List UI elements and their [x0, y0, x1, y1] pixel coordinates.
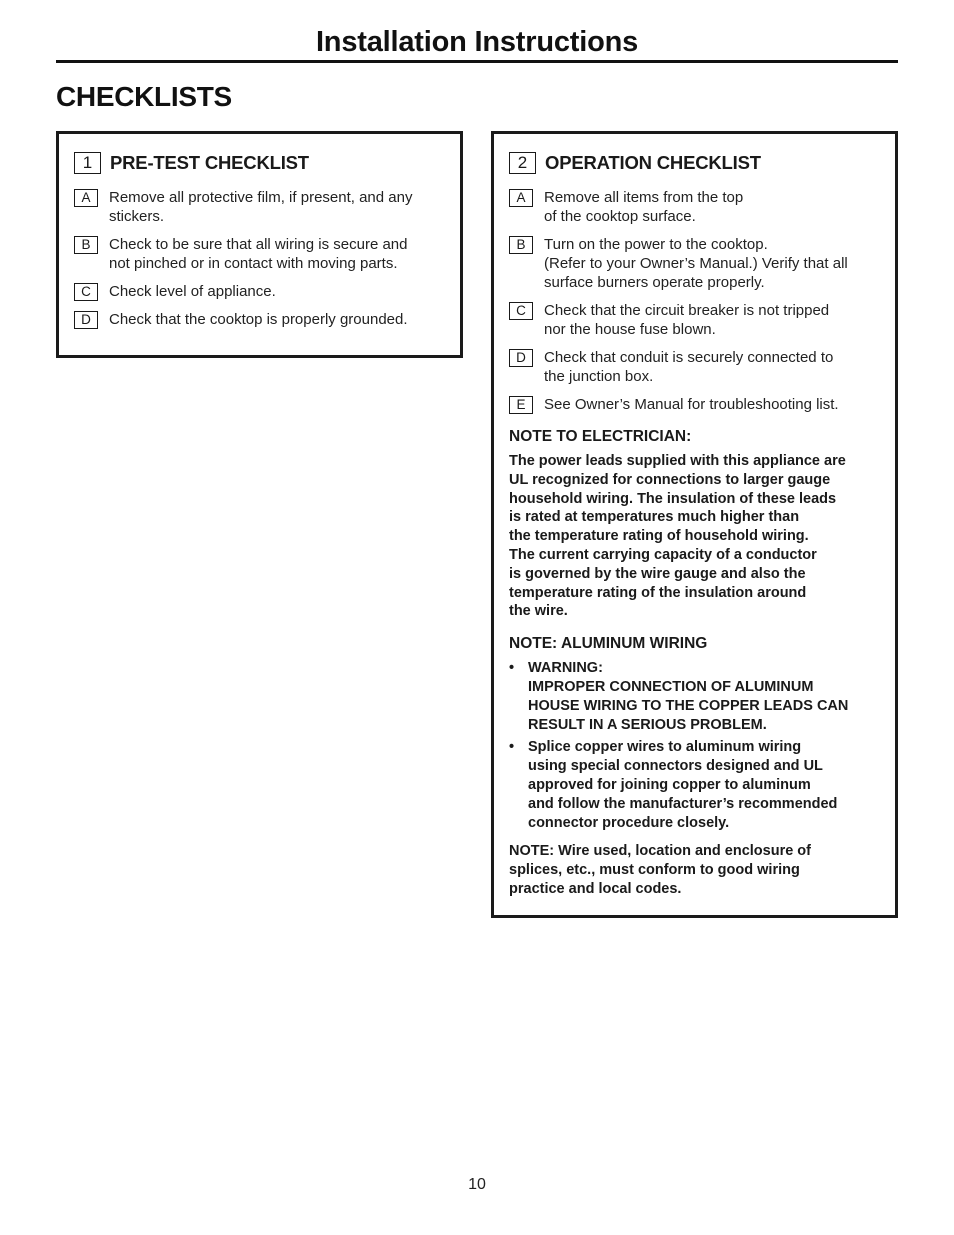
item-letter-badge: B: [74, 236, 98, 254]
checklist-item: [74, 282, 444, 301]
page-number: 10: [468, 1176, 486, 1193]
step-number-badge: 1: [74, 152, 101, 174]
checklist-item: [509, 348, 879, 386]
bullet-item: [509, 738, 879, 832]
header-rule: [56, 60, 898, 63]
operation-checklist-panel: [491, 131, 898, 918]
item-letter-badge: C: [74, 283, 98, 301]
checklist-item: [509, 188, 879, 226]
item-letter-badge: B: [509, 236, 533, 254]
aluminum-wiring-heading: NOTE: ALUMINUM WIRING: [509, 635, 708, 653]
item-letter-badge: A: [509, 189, 533, 207]
section-title: CHECKLISTS: [56, 81, 232, 112]
bullet-item: [509, 659, 879, 734]
aluminum-wiring-bullets: [509, 659, 879, 832]
item-text: Check that conduit is securely connected to the junction box.: [544, 349, 834, 385]
item-text: Check that the cooktop is properly grounded.: [109, 311, 408, 328]
bullet-icon: •: [509, 739, 515, 756]
pretest-checklist-panel: [56, 131, 463, 358]
bullet-icon: •: [509, 660, 515, 677]
item-text: Remove all protective film, if present, and any stickers.: [109, 189, 413, 225]
bullet-text: Splice copper wires to aluminum wiring using special connectors designed and UL approved for joining copper to aluminum and follow the manufacturer’s recommended connector procedure closely.: [528, 739, 838, 831]
checklist-item: [509, 235, 879, 292]
item-letter-badge: A: [74, 189, 98, 207]
checklist-item: [74, 188, 444, 226]
item-text: Check level of appliance.: [109, 283, 276, 300]
item-text: Check to be sure that all wiring is secure and not pinched or in contact with moving parts.: [109, 236, 408, 272]
electrician-note-body: The power leads supplied with this appliance are UL recognized for connections to larger gauge household wiring. The insulation of these leads is rated at temperatures much higher than the temperature rating of household wiring. The current carrying capacity of a conductor is governed by the wire gauge and also the temperature rating of the insulation around the wire.: [509, 453, 846, 620]
checklist-item: [74, 310, 444, 329]
item-letter-badge: E: [509, 396, 533, 414]
pretest-checklist-items: [74, 188, 444, 329]
operation-checklist-title: OPERATION CHECKLIST: [545, 152, 761, 173]
pretest-checklist-title: PRE-TEST CHECKLIST: [110, 152, 309, 173]
wiring-code-note: NOTE: Wire used, location and enclosure of splices, etc., must conform to good wiring practice and local codes.: [509, 843, 811, 897]
electrician-note-heading: NOTE TO ELECTRICIAN:: [509, 428, 692, 445]
page-title: Installation Instructions: [315, 26, 639, 58]
pretest-checklist-header: [74, 152, 444, 174]
item-letter-badge: D: [509, 349, 533, 367]
checklist-item: [509, 395, 879, 414]
step-number-badge: 2: [509, 152, 536, 174]
operation-checklist-items: [509, 188, 879, 414]
checklist-item: [74, 235, 444, 273]
checklist-item: [509, 301, 879, 339]
item-text: Turn on the power to the cooktop. (Refer to your Owner’s Manual.) Verify that all surface burners operate properly.: [544, 236, 848, 291]
item-text: See Owner’s Manual for troubleshooting list.: [544, 396, 839, 413]
item-text: Check that the circuit breaker is not tripped nor the house fuse blown.: [544, 302, 830, 338]
item-letter-badge: D: [74, 311, 98, 329]
page-header: [56, 24, 898, 60]
bullet-text: WARNING: IMPROPER CONNECTION OF ALUMINUM HOUSE WIRING TO THE COPPER LEADS CAN RESULT IN A SERIOUS PROBLEM.: [528, 660, 849, 733]
operation-checklist-header: [509, 152, 879, 174]
item-text: Remove all items from the top of the cooktop surface.: [544, 189, 744, 225]
item-letter-badge: C: [509, 302, 533, 320]
